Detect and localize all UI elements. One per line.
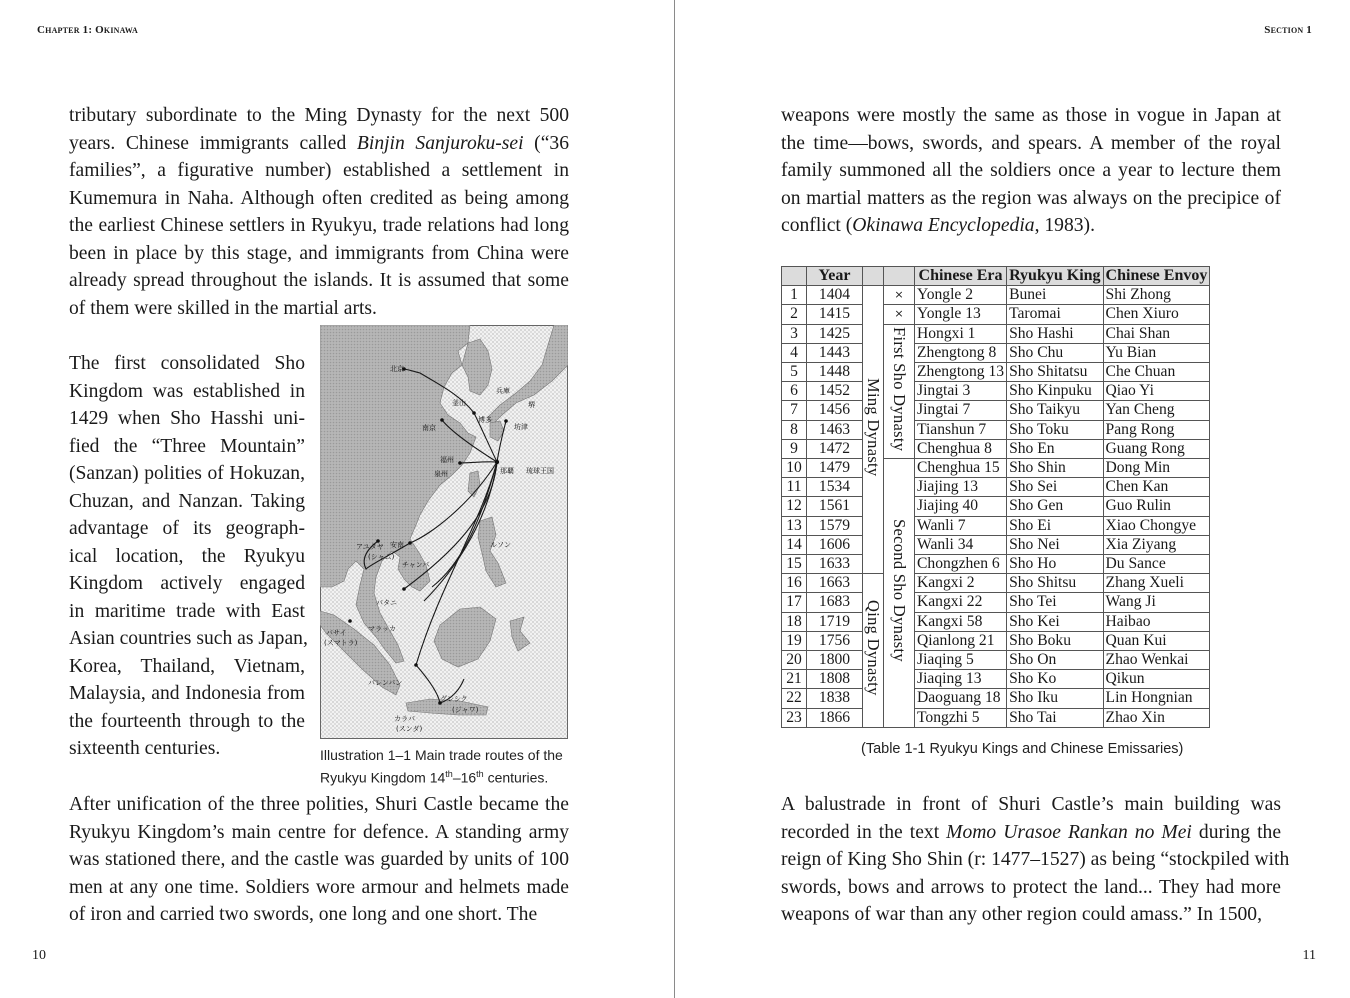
row-ryukyu-king: Sho Sei (1007, 478, 1103, 497)
row-number: 1 (782, 286, 807, 305)
text-line: (Sanzan) polities of Hokuzan, (69, 463, 305, 484)
text-segment: (“36 (523, 132, 569, 154)
ryukyu-kings-table (781, 266, 1210, 728)
table-row (782, 286, 1210, 305)
text-line: Asian countries such as Japan, (69, 628, 308, 649)
row-chinese-era: Wanli 7 (915, 516, 1007, 535)
row-year: 1452 (807, 382, 863, 401)
row-chinese-era: Zhengtong 8 (915, 343, 1007, 362)
paragraph-unification (69, 791, 569, 929)
row-chinese-envoy: Qiao Yi (1103, 382, 1210, 401)
table-row (782, 535, 1210, 554)
row-chinese-envoy: Guo Rulin (1103, 497, 1210, 516)
sho-dynasty-first (884, 324, 915, 458)
row-chinese-envoy: Wang Ji (1103, 593, 1210, 612)
row-chinese-era: Hongxi 1 (915, 324, 1007, 343)
text-line (781, 819, 1281, 847)
row-ryukyu-king: Sho Iku (1007, 689, 1103, 708)
running-head-chapter: Chapter 1: Okinawa (37, 24, 138, 36)
row-number: 22 (782, 689, 807, 708)
row-ryukyu-king: Sho Kinpuku (1007, 382, 1103, 401)
text-line: weapons of war than any other region could amass.” In 1500, (781, 904, 1262, 925)
row-year: 1404 (807, 286, 863, 305)
row-ryukyu-king: Sho Hashi (1007, 324, 1103, 343)
row-number: 10 (782, 459, 807, 478)
row-year: 1448 (807, 363, 863, 382)
table-row (782, 708, 1210, 727)
map-label: (スマトラ) (324, 639, 358, 647)
map-label: (シャム) (368, 553, 395, 561)
text-line: in maritime trade with East (69, 600, 305, 622)
text-line: ical location, the Ryukyu (69, 545, 305, 567)
row-mark: × (884, 305, 915, 324)
text-segment: conflict ( (781, 215, 853, 236)
table-row (782, 593, 1210, 612)
text-segment: recorded in the text (781, 821, 947, 843)
row-chinese-envoy: Xiao Chongye (1103, 516, 1210, 535)
row-chinese-envoy: Chen Kan (1103, 478, 1210, 497)
text-line: tributary subordinate to the Ming Dynasty for the next 500 (69, 105, 569, 126)
row-year: 1719 (807, 612, 863, 631)
header-no (782, 267, 807, 286)
map-label: 安南 (390, 541, 404, 549)
row-chinese-envoy: Quan Kui (1103, 631, 1210, 650)
row-year: 1756 (807, 631, 863, 650)
map-label: (スンダ) (396, 725, 423, 733)
row-ryukyu-king: Sho Ei (1007, 516, 1103, 535)
row-chinese-envoy: Che Chuan (1103, 363, 1210, 382)
text-line: Malaysia, and Indonesia from (69, 683, 305, 704)
text-line: the earliest Chinese settlers in Ryukyu, trade relations had long (69, 215, 569, 236)
map-label: ルソン (490, 541, 511, 549)
text-segment: during the (1191, 821, 1282, 843)
italic-title: Momo Urasoe Rankan no Mei (946, 821, 1192, 843)
row-year: 1633 (807, 555, 863, 574)
figure-caption-line2 (320, 765, 548, 788)
row-year: 1838 (807, 689, 863, 708)
sho-dynasty-second-label: Second Sho Dynasty (890, 518, 910, 662)
row-number: 14 (782, 535, 807, 554)
row-year: 1808 (807, 670, 863, 689)
text-line: The first consolidated Sho (69, 353, 305, 374)
row-chinese-era: Jiaqing 5 (915, 651, 1007, 670)
header-chinese-envoy: Chinese Envoy (1103, 267, 1210, 286)
row-chinese-era: Jiajing 40 (915, 497, 1007, 516)
italic-title: Okinawa Encyclopedia (852, 215, 1035, 236)
row-ryukyu-king: Bunei (1007, 286, 1103, 305)
header-dynasty (863, 267, 884, 286)
row-number: 20 (782, 651, 807, 670)
paragraph-weapons (781, 102, 1281, 240)
map-label: 南京 (422, 424, 436, 432)
text-line: 1429 when Sho Hasshi uni- (69, 408, 305, 429)
dynasty-ming-label: Ming Dynasty (864, 377, 884, 477)
row-chinese-era: Chenghua 8 (915, 439, 1007, 458)
table-row (782, 497, 1210, 516)
row-ryukyu-king: Sho Ko (1007, 670, 1103, 689)
row-year: 1425 (807, 324, 863, 343)
text-line: swords, bows and arrows to protect the land... They had more (781, 876, 1281, 898)
row-ryukyu-king: Sho Shitsu (1007, 574, 1103, 593)
row-number: 23 (782, 708, 807, 727)
header-chinese-era: Chinese Era (915, 267, 1007, 286)
table-row (782, 631, 1210, 650)
row-chinese-era: Jingtai 7 (915, 401, 1007, 420)
text-segment: , 1983). (1034, 215, 1095, 236)
map-label: マラッカ (368, 625, 396, 633)
row-chinese-era: Kangxi 58 (915, 612, 1007, 631)
row-chinese-era: Chenghua 15 (915, 459, 1007, 478)
row-number: 9 (782, 439, 807, 458)
row-chinese-envoy: Shi Zhong (1103, 286, 1210, 305)
header-ryukyu-king: Ryukyu King (1007, 267, 1103, 286)
table-row (782, 439, 1210, 458)
row-ryukyu-king: Sho Chu (1007, 343, 1103, 362)
row-number: 5 (782, 363, 807, 382)
table-row (782, 324, 1210, 343)
map-label: 釜山 (452, 399, 466, 407)
row-ryukyu-king: Sho Shitatsu (1007, 363, 1103, 382)
text-segment: years. Chinese immigrants called (69, 132, 357, 154)
row-number: 2 (782, 305, 807, 324)
row-number: 12 (782, 497, 807, 516)
table-row (782, 516, 1210, 535)
row-chinese-era: Qianlong 21 (915, 631, 1007, 650)
row-year: 1683 (807, 593, 863, 612)
text-line: of iron and carried two swords, one long and one short. The (69, 904, 538, 925)
row-ryukyu-king: Sho Boku (1007, 631, 1103, 650)
row-number: 15 (782, 555, 807, 574)
row-year: 1663 (807, 574, 863, 593)
page-number-left: 10 (32, 948, 46, 963)
map-label: チャンパ (402, 561, 430, 569)
figure-caption-line1: Illustration 1–1 Main trade routes of the (320, 747, 563, 763)
table-row (782, 420, 1210, 439)
row-chinese-envoy: Yu Bian (1103, 343, 1210, 362)
row-year: 1463 (807, 420, 863, 439)
row-chinese-era: Kangxi 22 (915, 593, 1007, 612)
row-year: 1866 (807, 708, 863, 727)
row-ryukyu-king: Sho Gen (1007, 497, 1103, 516)
italic-title: Binjin Sanjuroku-sei (356, 132, 524, 154)
header-year: Year (807, 267, 863, 286)
row-ryukyu-king: Sho On (1007, 651, 1103, 670)
row-year: 1579 (807, 516, 863, 535)
table-row (782, 459, 1210, 478)
text-line: fied the “Three Mountain” (69, 435, 305, 457)
map-label: 堺 (528, 401, 535, 409)
row-ryukyu-king: Sho Shin (1007, 459, 1103, 478)
row-chinese-era: Yongle 2 (915, 286, 1007, 305)
sho-dynasty-second (884, 459, 915, 728)
row-number: 18 (782, 612, 807, 631)
row-chinese-era: Tianshun 7 (915, 420, 1007, 439)
row-chinese-envoy: Lin Hongnian (1103, 689, 1210, 708)
running-head-section: Section 1 (1264, 24, 1312, 36)
row-number: 4 (782, 343, 807, 362)
caption-text: centuries. (483, 769, 549, 786)
caption-superscript: th (476, 769, 484, 779)
dynasty-qing (863, 574, 884, 728)
page-number-right: 11 (1302, 948, 1316, 963)
row-number: 3 (782, 324, 807, 343)
row-chinese-era: Jingtai 3 (915, 382, 1007, 401)
row-ryukyu-king: Sho Nei (1007, 535, 1103, 554)
row-ryukyu-king: Sho Tai (1007, 708, 1103, 727)
row-chinese-era: Zhengtong 13 (915, 363, 1007, 382)
row-mark: × (884, 286, 915, 305)
row-chinese-envoy: Qikun (1103, 670, 1210, 689)
row-chinese-era: Daoguang 18 (915, 689, 1007, 708)
row-ryukyu-king: Taromai (1007, 305, 1103, 324)
dynasty-ming (863, 286, 884, 574)
map-label: (ジャワ) (452, 706, 479, 714)
row-chinese-era: Yongle 13 (915, 305, 1007, 324)
text-line: already spread throughout the islands. It is assumed that some (69, 270, 569, 291)
left-page (0, 0, 674, 998)
map-label: 博多 (478, 416, 492, 424)
table-row (782, 382, 1210, 401)
row-chinese-envoy: Chen Xiuro (1103, 305, 1210, 324)
row-chinese-era: Chongzhen 6 (915, 555, 1007, 574)
map-label: グレシク (440, 695, 468, 703)
map-label: 北京 (390, 365, 404, 373)
table-header-row (782, 267, 1210, 286)
trade-routes-map (320, 325, 568, 739)
map-label: 那覇 (500, 467, 514, 475)
row-chinese-era: Jiaqing 13 (915, 670, 1007, 689)
row-chinese-envoy: Guang Rong (1103, 439, 1210, 458)
row-number: 11 (782, 478, 807, 497)
text-line: the fourteenth through to the (69, 710, 305, 732)
row-year: 1479 (807, 459, 863, 478)
caption-text: –16 (452, 769, 477, 786)
table-row (782, 478, 1210, 497)
row-year: 1534 (807, 478, 863, 497)
table-row (782, 363, 1210, 382)
dynasty-qing-label: Qing Dynasty (864, 600, 884, 696)
text-line: advantage of its geograph- (69, 518, 305, 539)
row-year: 1800 (807, 651, 863, 670)
row-chinese-envoy: Du Sance (1103, 555, 1210, 574)
text-line: Ryukyu Kingdom’s main centre for defence. A standing army (69, 821, 569, 843)
row-chinese-era: Wanli 34 (915, 535, 1007, 554)
text-line: Kingdom actively engaged (69, 573, 305, 594)
text-line: A balustrade in front of Shuri Castle’s main building was (781, 794, 1281, 815)
text-line: Chuzan, and Nanzan. Taking (69, 490, 305, 512)
row-ryukyu-king: Sho En (1007, 439, 1103, 458)
table-row (782, 574, 1210, 593)
paragraph-balustrade (781, 791, 1290, 929)
row-chinese-envoy: Chai Shan (1103, 324, 1210, 343)
row-ryukyu-king: Sho Tei (1007, 593, 1103, 612)
row-year: 1415 (807, 305, 863, 324)
table-row (782, 401, 1210, 420)
row-year: 1472 (807, 439, 863, 458)
map-label: 泉州 (434, 470, 448, 478)
row-year: 1456 (807, 401, 863, 420)
text-line: Kumemura in Naha. Although often credited as being among (69, 187, 569, 209)
row-number: 17 (782, 593, 807, 612)
table-caption: (Table 1-1 Ryukyu Kings and Chinese Emissaries) (861, 741, 1184, 757)
text-line: families”, a figurative number) established a settlement in (69, 160, 569, 181)
row-number: 16 (782, 574, 807, 593)
map-label: 福州 (440, 456, 454, 464)
text-line: been in place by this stage, and immigrants from China were (69, 242, 569, 264)
map-label: 琉球王国 (526, 467, 554, 475)
row-chinese-era: Jiajing 13 (915, 478, 1007, 497)
map-label: カラパ (394, 715, 415, 723)
row-number: 6 (782, 382, 807, 401)
table-row (782, 555, 1210, 574)
row-ryukyu-king: Sho Toku (1007, 420, 1103, 439)
text-line: was stationed there, and the castle was guarded by units of 100 (69, 849, 569, 870)
row-chinese-envoy: Zhao Wenkai (1103, 651, 1210, 670)
row-chinese-envoy: Pang Rong (1103, 420, 1210, 439)
paragraph-tributary (69, 102, 569, 322)
row-chinese-era: Kangxi 2 (915, 574, 1007, 593)
table-row (782, 689, 1210, 708)
map-label: パレンバン (368, 679, 403, 687)
text-line: men at any one time. Soldiers wore armour and helmets made (69, 876, 569, 898)
row-chinese-envoy: Zhao Xin (1103, 708, 1210, 727)
row-number: 13 (782, 516, 807, 535)
row-year: 1443 (807, 343, 863, 362)
text-line: reign of King Sho Shin (r: 1477–1527) as being “stockpiled with (781, 849, 1290, 870)
row-ryukyu-king: Sho Taikyu (1007, 401, 1103, 420)
map-label: パタニ (376, 599, 397, 607)
text-line: sixteenth centuries. (69, 738, 221, 759)
caption-text: Ryukyu Kingdom 14 (320, 769, 446, 786)
map-label: 兵庫 (496, 387, 510, 395)
row-chinese-envoy: Yan Cheng (1103, 401, 1210, 420)
text-line (781, 212, 1281, 240)
paragraph-first-sho-kingdom (69, 350, 308, 763)
table-row (782, 343, 1210, 362)
text-line: of them were skilled in the martial arts. (69, 297, 377, 319)
row-year: 1606 (807, 535, 863, 554)
map-label: アユタヤ (356, 543, 384, 551)
text-line: weapons were mostly the same as those in vogue in Japan at (781, 105, 1281, 126)
row-ryukyu-king: Sho Kei (1007, 612, 1103, 631)
table-row (782, 612, 1210, 631)
text-line: After unification of the three polities, Shuri Castle became the (69, 794, 569, 815)
text-line: the time—bows, swords, and spears. A member of the royal (781, 132, 1281, 154)
sho-dynasty-first-label: First Sho Dynasty (890, 326, 910, 451)
text-line: on martial matters as the region was always on the precipice of (781, 187, 1281, 209)
text-line: Korea, Thailand, Vietnam, (69, 655, 305, 677)
row-number: 7 (782, 401, 807, 420)
table-row (782, 670, 1210, 689)
row-chinese-envoy: Xia Ziyang (1103, 535, 1210, 554)
row-number: 21 (782, 670, 807, 689)
map-label: 坊津 (514, 423, 528, 431)
row-chinese-envoy: Haibao (1103, 612, 1210, 631)
table-row (782, 305, 1210, 324)
row-ryukyu-king: Sho Ho (1007, 555, 1103, 574)
text-line: Kingdom was established in (69, 380, 305, 402)
row-year: 1561 (807, 497, 863, 516)
table-row (782, 651, 1210, 670)
map-label: パサイ (326, 629, 347, 637)
caption-superscript: th (445, 769, 453, 779)
row-chinese-envoy: Zhang Xueli (1103, 574, 1210, 593)
row-chinese-envoy: Dong Min (1103, 459, 1210, 478)
row-number: 8 (782, 420, 807, 439)
text-line: family summoned all the soldiers once a year to lecture them (781, 160, 1281, 181)
row-chinese-era: Tongzhi 5 (915, 708, 1007, 727)
row-number: 19 (782, 631, 807, 650)
header-sho-dynasty (884, 267, 915, 286)
text-line (69, 130, 569, 158)
